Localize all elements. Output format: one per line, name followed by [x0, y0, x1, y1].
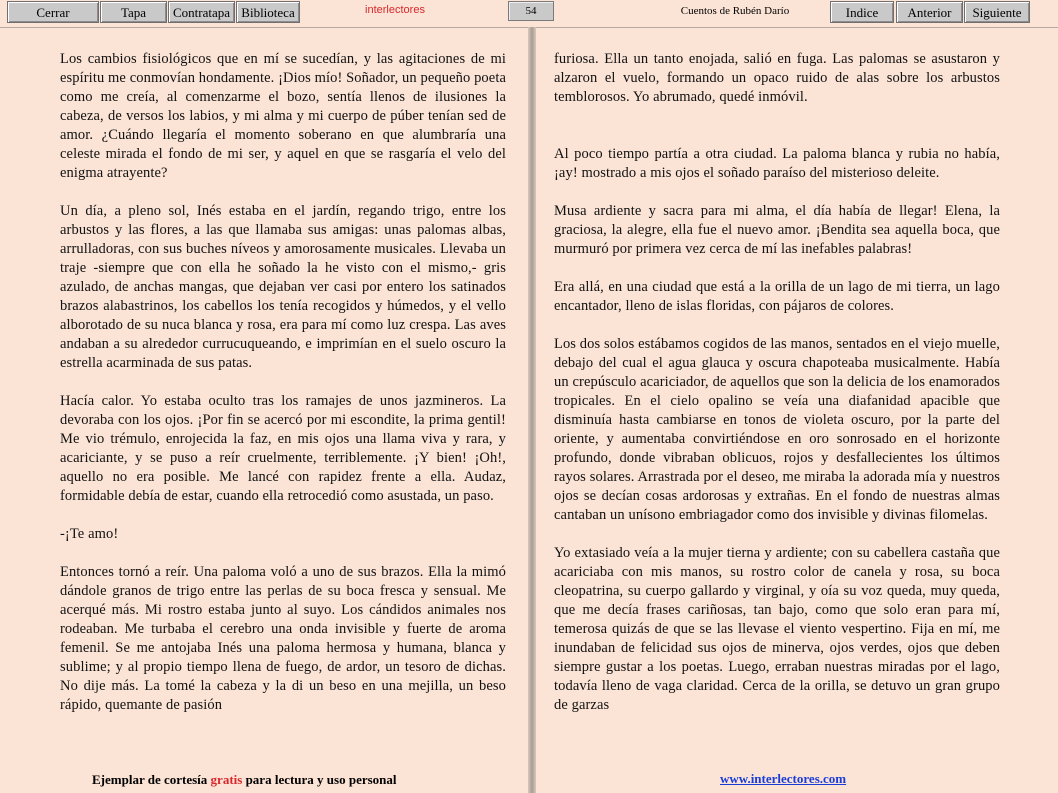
website-link[interactable]: www.interlectores.com — [720, 771, 847, 786]
left-page-text — [60, 50, 506, 734]
close-button[interactable]: Cerrar — [7, 1, 99, 23]
page-divider — [528, 27, 536, 793]
brand-logo: interlectores — [365, 4, 425, 16]
right-page-text — [554, 50, 1000, 734]
paragraph: Entonces tornó a reír. Una paloma voló a uno de sus brazos. Ella la mimó dándole granos de trigo entre las perlas de su boca fresca y sensual. Me acerqué más. Mi rostro estaba junto al suyo. Los cándidos animales nos rodeaban. Me turbaba el cerebro una onda invisible y fuerte de aroma femenil. Se me antojaba Inés una paloma hermosa y humana, blanca y sublime; y al propio tiempo llena de fuego, de ardor, un tesoro de dichas. No dije más. La tomé la cabeza y la di un beso en una mejilla, un beso rápido, quemante de pasión — [60, 564, 506, 713]
courtesy-highlight: gratis — [210, 772, 243, 787]
cover-button[interactable]: Tapa — [100, 1, 167, 23]
back-cover-button[interactable]: Contratapa — [168, 1, 235, 23]
page-number: 54 — [508, 1, 554, 21]
paragraph: -¡Te amo! — [60, 526, 119, 542]
paragraph: Musa ardiente y sacra para mi alma, el día había de llegar! Elena, la graciosa, la alegre, ella fue el nuevo amor. ¡Bendita sea aquella boca, que murmuró por primera vez cerca de mí las inefables palabras! — [554, 203, 1000, 257]
library-button[interactable]: Biblioteca — [236, 1, 300, 23]
paragraph: Yo extasiado veía a la mujer tierna y ardiente; con su cabellera castaña que acariciaba con mis manos, su rostro color de canela y rosa, su boca cleopatrina, su cuerpo gallardo y virginal, y oía su voz queda, muy queda, que me decía frases cariñosas, tan bajo, como que solo eran para mí, temerosa quizás de que se las llevase el viento vespertino. Fija en mí, me inundaban de felicidad sus ojos de minerva, ojos verdes, ojos que deben siempre gustar a los poetas. Luego, erraban nuestras miradas por el lago, todavía lleno de vaga claridad. Cerca de la orilla, se detuvo un gran grupo de garzas — [554, 545, 1000, 713]
index-button[interactable]: Indice — [830, 1, 894, 23]
paragraph: Un día, a pleno sol, Inés estaba en el jardín, regando trigo, entre los arbustos y las flores, a las que llamaba sus amigas: unas palomas albas, arrulladoras, con sus buches níveos y amorosamente musicales. Llevaba un traje -siempre que con ella he soñado la he visto con el mismo,- gris azulado, de anchas mangas, que dejaban ver casi por entero los satinados brazos alabastrinos, los cabellos los tenía recogidos y húmedos, y el vello alborotado de su nuca blanca y rosa, era para mí como luz crespa. Las aves andaban a su alrededor currucuqueando, e imprimían en el suelo oscuro la estrella acarminada de sus patas. — [60, 203, 506, 371]
courtesy-notice — [92, 772, 397, 788]
courtesy-suffix: para lectura y uso personal — [245, 772, 397, 787]
paragraph: Era allá, en una ciudad que está a la orilla de un lago de mi tierra, un lago encantador, lleno de islas floridas, con pájaros de colores. — [554, 279, 1000, 314]
paragraph: Los dos solos estábamos cogidos de las manos, sentados en el viejo muelle, debajo del cual el agua glauca y oscura chapoteaba musicalmente. Había un crepúsculo acariciador, de aquellos que son la delicia de los enamorados tropicales. En el cielo opalino se veía una diafanidad apacible que disminuía hasta cambiarse en tonos de violeta oscuro, por la parte del oriente, y aumentaba convirtiéndose en oro sonrosado en el horizonte profundo, donde vibraban oblicuos, rojos y desfallecientes los últimos rayos solares. Arrastrada por el deseo, me miraba la adorada mía y nuestros ojos se decían cosas ardorosas y extrañas. En el fondo de nuestras almas cantaban un unísono embriagador como dos invisible y divinas filomelas. — [554, 336, 1000, 523]
paragraph: Hacía calor. Yo estaba oculto tras los ramajes de unos jazmineros. La devoraba con los ojos. ¡Por fin se acercó por mi escondite, la prima gentil! Me vio trémulo, enrojecida la faz, en mis ojos una llama viva y rara, y acariciante, y se puso a reír cruelmente, terriblemente. ¡Y bien! ¡Oh!, aquello no era posible. Me lancé con rapidez frente a ella. Audaz, formidable debía de estar, cuando ella retrocedió como asustada, un paso. — [60, 393, 506, 504]
toolbar — [0, 0, 1058, 28]
book-title: Cuentos de Rubén Darío — [680, 5, 790, 17]
paragraph: Al poco tiempo partía a otra ciudad. La paloma blanca y rubia no había, ¡ay! mostrado a mis ojos el soñado paraíso del misterioso deleite. — [554, 146, 1000, 181]
courtesy-prefix: Ejemplar de cortesía — [92, 772, 208, 787]
next-button[interactable]: Siguiente — [964, 1, 1030, 23]
paragraph: Los cambios fisiológicos que en mí se sucedían, y las agitaciones de mi espíritu me conmovían hondamente. ¡Dios mío! Soñador, un pequeño poeta como me creía, al comenzarme el bozo, sentía llenos de ilusiones la cabeza, de versos los labios, y mi alma y mi cuerpo de púber tenían sed de amor. ¿Cuándo llegaría el momento soberano en que alumbraría una celeste mirada el fondo de mi ser, y aquel en que se rasgaría el velo del enigma atrayente? — [60, 51, 506, 181]
paragraph: furiosa. Ella un tanto enojada, salió en fuga. Las palomas se asustaron y alzaron el vuelo, formando un opaco ruido de alas sobre los arbustos temblorosos. Yo abrumado, quedé inmóvil. — [554, 51, 1000, 105]
previous-button[interactable]: Anterior — [896, 1, 963, 23]
